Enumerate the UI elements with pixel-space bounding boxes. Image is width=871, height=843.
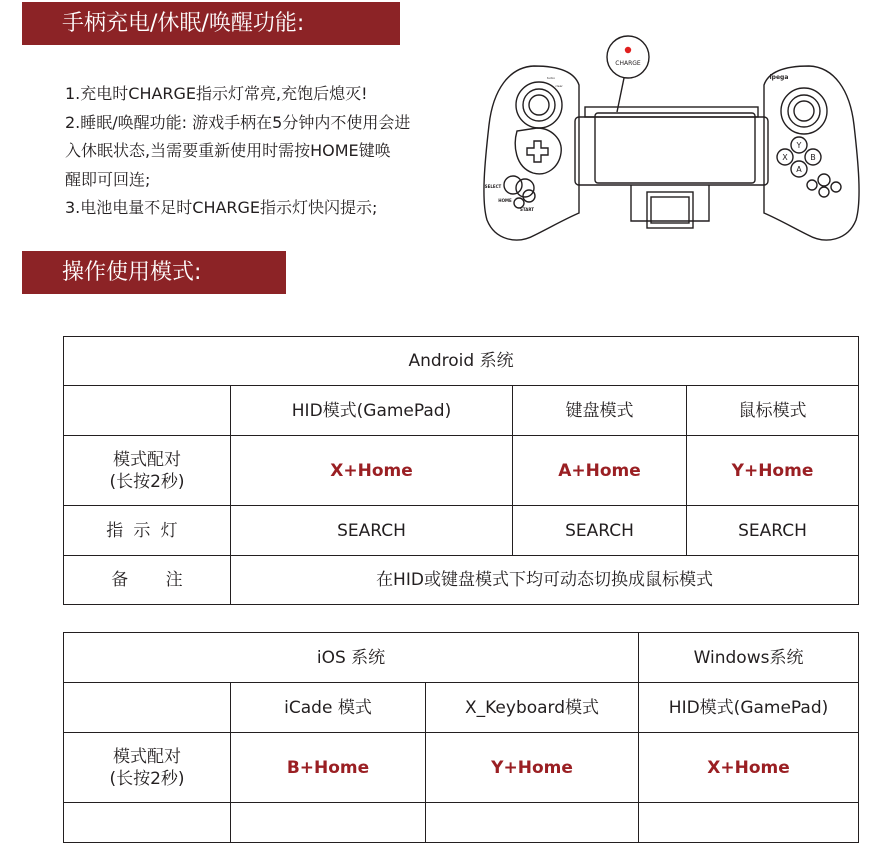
pair-combo-x-keyboard: Y+Home	[426, 733, 639, 803]
table-row	[64, 803, 859, 843]
note-line: 3.电池电量不足时CHARGE指示灯快闪提示;	[65, 198, 378, 217]
empty-cell	[64, 803, 231, 843]
pair-combo-mouse: Y+Home	[687, 436, 859, 506]
indicator-hid: SEARCH	[231, 506, 513, 556]
header-x-keyboard: X_Keyboard模式	[426, 683, 639, 733]
empty-cell	[639, 803, 859, 843]
note-line: 1.充电时CHARGE指示灯常亮,充饱后熄灭!	[65, 84, 368, 103]
android-mode-table	[63, 336, 859, 605]
note-line: 2.睡眠/唤醒功能: 游戏手柄在5分钟内不使用会进	[65, 112, 411, 132]
brand-logo: ipega	[769, 74, 789, 81]
note-line: 入休眠状态,当需要重新使用时需按HOME键唤	[65, 141, 391, 160]
table-row	[64, 733, 859, 803]
a-button-label: A	[796, 165, 802, 174]
empty-cell	[231, 803, 426, 843]
header-icade: iCade 模式	[231, 683, 426, 733]
note-label: 备注	[64, 556, 231, 605]
header-keyboard: 键盘模式	[513, 386, 687, 436]
android-title: Android 系统	[64, 337, 859, 386]
turbo-label: turbo	[546, 76, 556, 80]
pair-label-cell	[64, 436, 231, 506]
table-row	[64, 386, 859, 436]
home-label: HOME	[498, 198, 512, 203]
pair-label-hint: (长按2秒)	[109, 471, 185, 492]
pair-label-hint: (长按2秒)	[109, 768, 185, 789]
pair-combo-keyboard: A+Home	[513, 436, 687, 506]
y-button-label: Y	[796, 141, 802, 150]
pair-combo-icade: B+Home	[231, 733, 426, 803]
pair-combo-hid: X+Home	[231, 436, 513, 506]
note-line: 醒即可回连;	[65, 169, 151, 189]
indicator-mouse: SEARCH	[687, 506, 859, 556]
b-button-label: B	[810, 153, 816, 162]
clear-label: clear	[555, 84, 563, 88]
indicator-label: 指示灯	[64, 506, 231, 556]
table-row	[64, 436, 859, 506]
charge-label: CHARGE	[615, 60, 641, 67]
ios-title: iOS 系统	[64, 633, 639, 683]
header-mouse: 鼠标模式	[687, 386, 859, 436]
pair-label: 模式配对	[113, 746, 181, 767]
charge-notes	[65, 80, 410, 223]
pair-label: 模式配对	[113, 449, 181, 470]
empty-cell	[64, 386, 231, 436]
pair-label-cell	[64, 733, 231, 803]
windows-title: Windows系统	[639, 633, 859, 683]
table-row	[64, 556, 859, 605]
start-label: START	[519, 207, 535, 212]
section-title-charge-sleep: 手柄充电/休眠/唤醒功能:	[22, 2, 400, 45]
header-windows-hid: HID模式(GamePad)	[639, 683, 859, 733]
section-title-operation-modes: 操作使用模式:	[22, 251, 286, 294]
ios-windows-mode-table	[63, 632, 859, 843]
table-row	[64, 633, 859, 683]
pair-combo-windows-hid: X+Home	[639, 733, 859, 803]
note-text: 在HID或键盘模式下均可动态切换成鼠标模式	[231, 556, 859, 605]
select-label: SELECT	[484, 184, 502, 189]
table-row	[64, 683, 859, 733]
indicator-keyboard: SEARCH	[513, 506, 687, 556]
x-button-label: X	[782, 153, 788, 162]
empty-cell	[64, 683, 231, 733]
gamepad-illustration	[479, 35, 864, 247]
header-hid: HID模式(GamePad)	[231, 386, 513, 436]
table-row	[64, 337, 859, 386]
charge-led-icon	[625, 47, 631, 53]
table-row	[64, 506, 859, 556]
empty-cell	[426, 803, 639, 843]
